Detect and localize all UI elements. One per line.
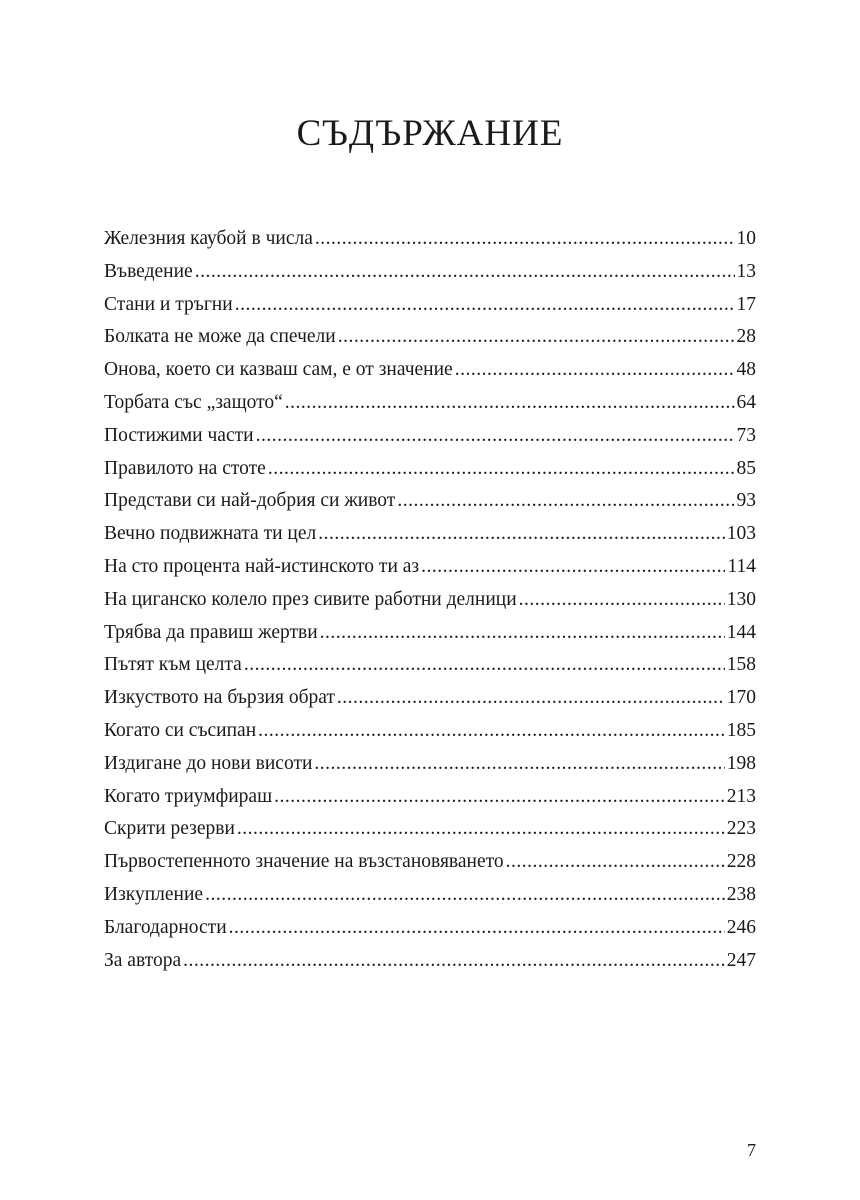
- toc-entry-title: Когато си съсипан: [104, 719, 257, 741]
- toc-entry-page: 13: [736, 260, 756, 282]
- toc-entry: [104, 715, 756, 748]
- toc-leader-dots: [397, 485, 734, 518]
- toc-entry-title: Представи си най-добрия си живот: [104, 490, 396, 512]
- toc-leader-dots: [320, 617, 725, 650]
- page-number: 7: [747, 1140, 756, 1160]
- toc-leader-dots: [315, 223, 735, 256]
- toc-entry-page: 17: [736, 293, 756, 315]
- toc-entry-page: 28: [736, 326, 756, 348]
- toc-entry-title: Когато триумфираш: [104, 785, 273, 807]
- toc-entry-page: 10: [736, 228, 756, 249]
- toc-entry-page: 103: [726, 523, 756, 545]
- toc-entry: [104, 945, 756, 978]
- toc-entry-title: На циганско колело през сивите работни делници: [104, 588, 517, 610]
- toc-entry: [104, 649, 756, 682]
- toc-entry-title: Въведение: [104, 260, 193, 282]
- toc-entry: [104, 682, 756, 715]
- toc-entry-title: Болката не може да спечели: [104, 326, 336, 348]
- toc-entry-page: 93: [736, 490, 756, 512]
- toc-entry: [104, 584, 756, 617]
- toc-entry-title: Вечно подвижната ти цел: [104, 523, 317, 545]
- toc-entry: [104, 289, 756, 322]
- toc-entry: [104, 846, 756, 879]
- toc-entry: [104, 813, 756, 846]
- toc-entry-title: Онова, което си казваш сам, е от значение: [104, 359, 453, 381]
- toc-entry-title: Благодарности: [104, 916, 227, 938]
- toc-leader-dots: [314, 748, 724, 781]
- table-of-contents: [104, 223, 756, 977]
- toc-leader-dots: [274, 781, 725, 814]
- toc-leader-dots: [318, 518, 725, 551]
- toc-entry-title: Постижими части: [104, 424, 254, 446]
- toc-entry-title: Пътят към целта: [104, 654, 242, 676]
- toc-entry: [104, 518, 756, 551]
- toc-entry: [104, 781, 756, 814]
- page-title: СЪДЪРЖАНИЕ: [296, 113, 564, 154]
- toc-entry-page: 130: [726, 588, 756, 610]
- toc-entry-title: На сто процента най-истинското ти аз: [104, 555, 420, 577]
- toc-leader-dots: [205, 879, 725, 912]
- toc-entry-title: За автора: [104, 949, 182, 971]
- toc-entry-page: 247: [726, 949, 756, 971]
- toc-entry-page: 228: [726, 851, 756, 873]
- toc-leader-dots: [183, 945, 725, 978]
- toc-leader-dots: [338, 321, 735, 354]
- toc-entry: [104, 485, 756, 518]
- toc-entry: [104, 551, 756, 584]
- toc-entry-page: 48: [736, 359, 756, 381]
- toc-leader-dots: [244, 649, 725, 682]
- toc-entry: [104, 912, 756, 945]
- toc-leader-dots: [256, 420, 735, 453]
- toc-entry: [104, 748, 756, 781]
- toc-leader-dots: [229, 912, 725, 945]
- toc-leader-dots: [268, 453, 735, 486]
- toc-entry-page: 198: [726, 752, 756, 774]
- toc-leader-dots: [519, 584, 725, 617]
- toc-leader-dots: [235, 289, 735, 322]
- toc-entry-page: 158: [726, 654, 756, 676]
- toc-entry-title: Стани и тръгни: [104, 293, 233, 315]
- toc-leader-dots: [237, 813, 725, 846]
- toc-entry-title: Правилото на стоте: [104, 457, 266, 479]
- toc-leader-dots: [337, 682, 725, 715]
- toc-entry-page: 185: [726, 719, 756, 741]
- toc-entry: [104, 453, 756, 486]
- toc-leader-dots: [285, 387, 735, 420]
- toc-entry: [104, 420, 756, 453]
- toc-entry-page: 114: [727, 555, 756, 577]
- toc-entry-page: 144: [726, 621, 756, 643]
- toc-entry-title: Скрити резерви: [104, 818, 235, 840]
- toc-entry-page: 170: [726, 687, 756, 709]
- toc-entry-title: Торбата със „защото“: [104, 391, 283, 413]
- toc-entry-title: Изкуството на бързия обрат: [104, 687, 335, 709]
- toc-entry-title: Железния каубой в числа: [104, 228, 313, 249]
- toc-entry-title: Трябва да правиш жертви: [104, 621, 318, 643]
- toc-leader-dots: [506, 846, 725, 879]
- toc-entry-title: Издигане до нови висоти: [104, 752, 313, 774]
- toc-entry: [104, 321, 756, 354]
- toc-entry: [104, 387, 756, 420]
- toc-entry: [104, 223, 756, 256]
- toc-entry-title: Изкупление: [104, 883, 204, 905]
- toc-entry: [104, 879, 756, 912]
- toc-entry-page: 64: [736, 391, 756, 413]
- toc-leader-dots: [195, 256, 735, 289]
- toc-entry-page: 213: [726, 785, 756, 807]
- toc-entry-page: 85: [736, 457, 756, 479]
- toc-entry: [104, 354, 756, 387]
- toc-leader-dots: [258, 715, 725, 748]
- toc-entry: [104, 617, 756, 650]
- toc-entry-page: 73: [736, 424, 756, 446]
- toc-entry-title: Първостепенното значение на възстановяването: [104, 851, 504, 873]
- toc-entry-page: 223: [726, 818, 756, 840]
- toc-entry: [104, 256, 756, 289]
- toc-leader-dots: [455, 354, 735, 387]
- toc-leader-dots: [421, 551, 725, 584]
- toc-entry-page: 238: [726, 883, 756, 905]
- toc-entry-page: 246: [726, 916, 756, 938]
